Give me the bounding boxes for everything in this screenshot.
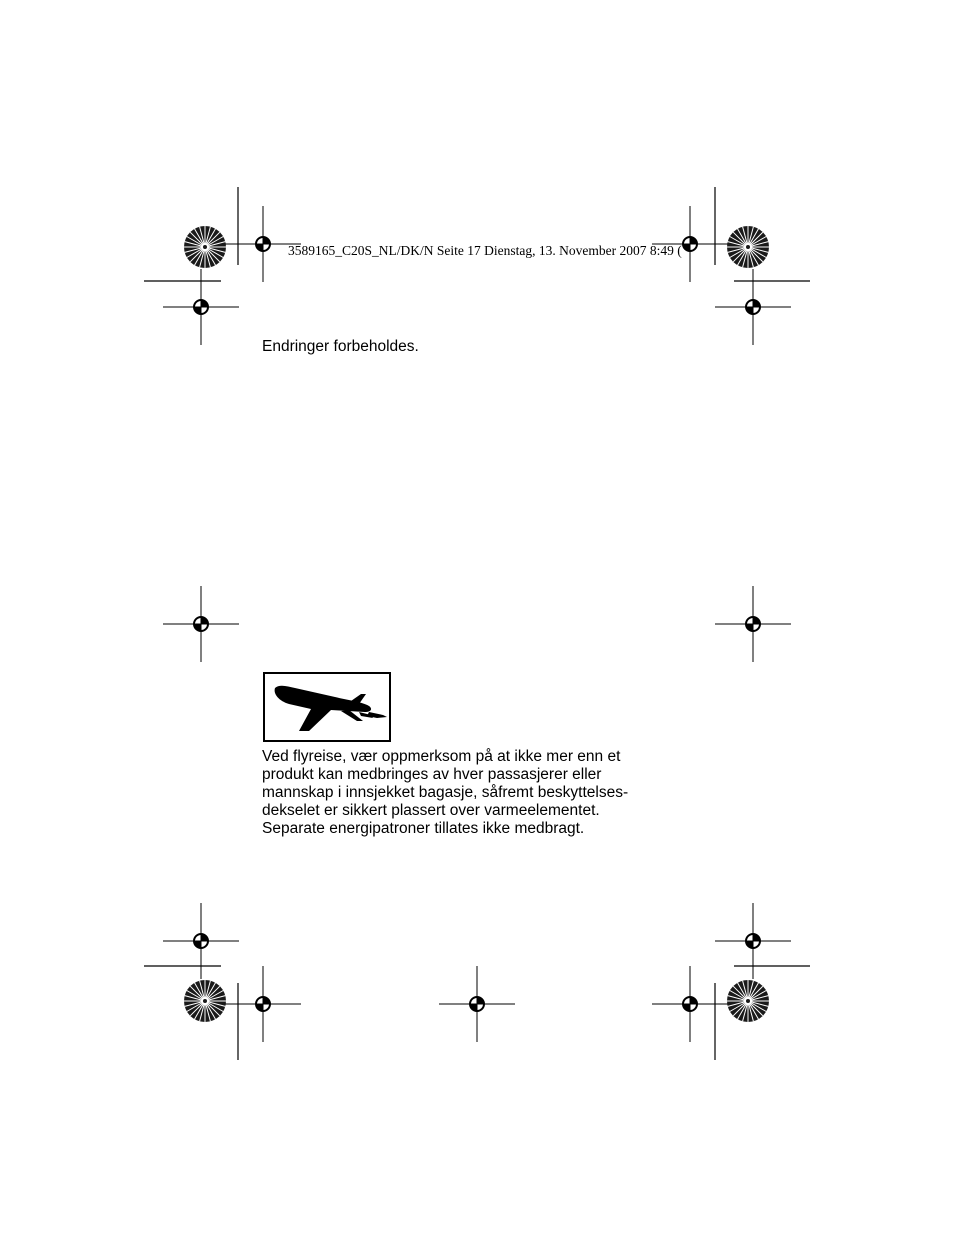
flight-notice-line: Ved flyreise, vær oppmerksom på at ikke mer enn et <box>262 748 621 765</box>
airplane-icon-box <box>263 672 391 742</box>
flight-notice-line: mannskap i innsjekket bagasje, såfremt beskyttelses- <box>262 784 629 801</box>
airplane-icon <box>265 674 389 740</box>
flight-notice-line: dekselet er sikkert plassert over varmeelementet. <box>262 802 600 819</box>
print-slug-header: 3589165_C20S_NL/DK/N Seite 17 Dienstag, 13. November 2007 8:49 ( <box>288 243 682 258</box>
flight-notice-line: produkt kan medbringes av hver passasjerer eller <box>262 766 602 783</box>
flight-notice-line: Separate energipatroner tillates ikke medbragt. <box>262 820 585 837</box>
change-notice: Endringer forbeholdes. <box>262 338 419 355</box>
flight-notice-text <box>262 748 682 838</box>
